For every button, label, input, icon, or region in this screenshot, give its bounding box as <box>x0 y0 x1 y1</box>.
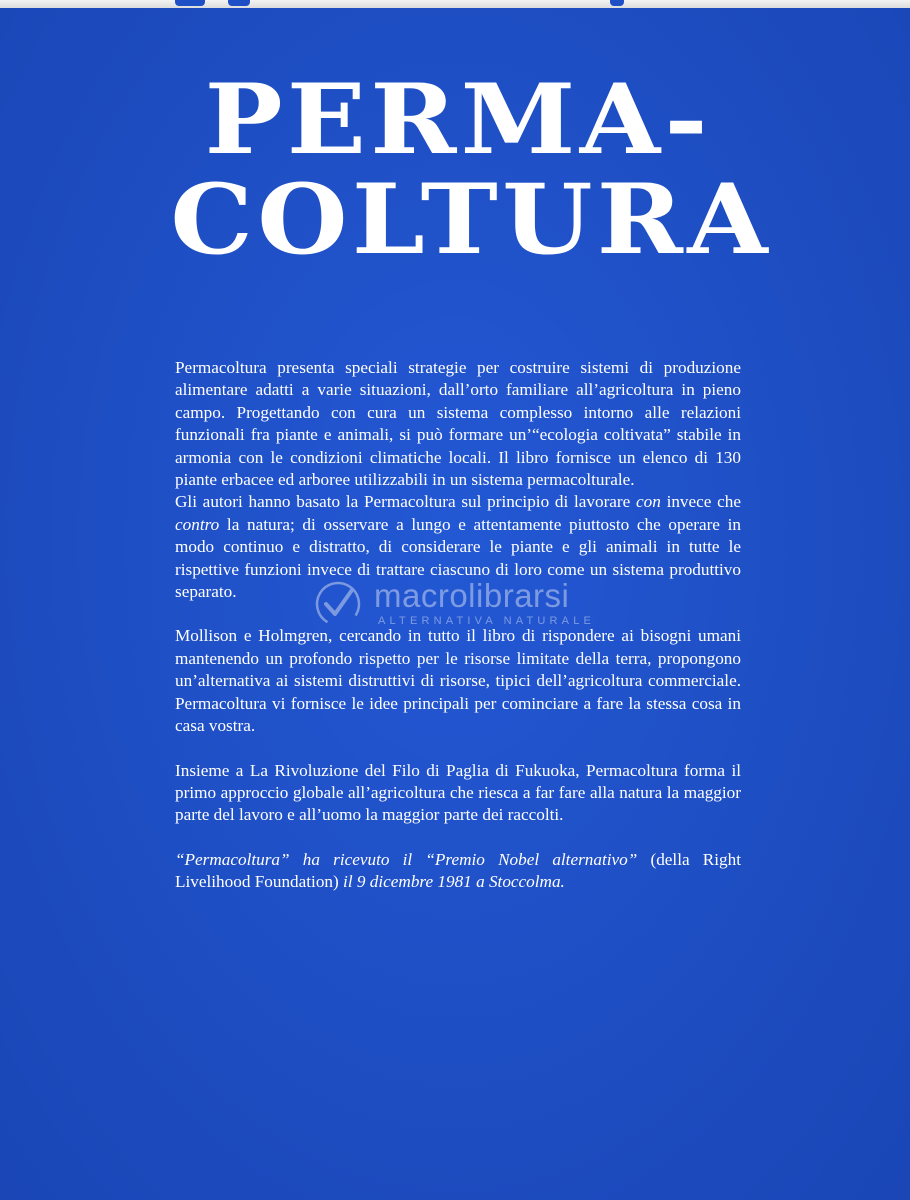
award-note <box>175 849 741 894</box>
blurb-text <box>175 357 741 894</box>
emphasis-contro: contro <box>175 514 220 534</box>
book-title-line-2: COLTURA <box>170 163 773 276</box>
blurb-paragraph-3: Mollison e Holmgren, cercando in tutto il libro di rispondere ai bisogni umani mantenendo un profondo rispetto per le risorse limitate della terra, propongono un’alternativa ai sistemi distruttivi di risorse, tipici dell’agricoltura commerciale. Permacoltura vi fornisce le idee principali per cominciare a fare la stessa cosa in casa vostra. <box>175 626 741 736</box>
blurb-paragraph-2 <box>175 491 741 603</box>
book-title-line-1: PERMA- <box>204 63 712 176</box>
book-title <box>0 63 910 276</box>
blurb-paragraph-1: Permacoltura presenta speciali strategie per costruire sistemi di produzione alimentare adatti a varie situazioni, dall’orto familiare all’agricoltura in pieno campo. Progettando con cura un sistema complesso intorno alle relazioni funzionali fra piante e animali, si può formare un’“ecologia coltivata” stabile in armonia con le condizioni climatiche locali. Il libro fornisce un elenco di 130 piante erbacee ed arboree utilizzabili in un sistema permacolturale. <box>175 358 741 490</box>
award-note-italic: “Permacoltura” ha ricevuto il “Premio Nobel alternativo” <box>175 849 638 869</box>
watermark-tagline: ALTERNATIVA NATURALE <box>378 615 596 627</box>
cover-edge-nick <box>228 0 250 6</box>
cover-top-edge <box>0 0 910 8</box>
emphasis-con: con <box>636 492 661 512</box>
text-run: la natura; di osservare a lungo e attentamente piuttosto che operare in modo continuo e distratto, di considerare le piante e gli animali in tutte le rispettive funzioni invece di trattare ciascuno di loro come un sistema produttivo separato. <box>175 514 741 602</box>
cover-edge-nick <box>175 0 205 6</box>
cover-edge-nick <box>610 0 624 6</box>
watermark-name: macrolibrarsi <box>374 577 570 614</box>
award-note-italic-date: il 9 dicembre 1981 a Stoccolma. <box>343 872 565 892</box>
text-run: Gli autori hanno basato la Permacoltura sul principio di lavorare <box>175 492 637 512</box>
text-run: invece che <box>660 492 741 512</box>
blurb-paragraph-4: Insieme a La Rivoluzione del Filo di Paglia di Fukuoka, Permacoltura forma il primo approccio globale all’agricoltura che riesca a far fare alla natura la maggior parte del lavoro e all’uomo la maggior parte dei raccolti. <box>175 760 741 825</box>
award-note-plain: (della Right Livelihood Foundation) <box>175 849 741 892</box>
